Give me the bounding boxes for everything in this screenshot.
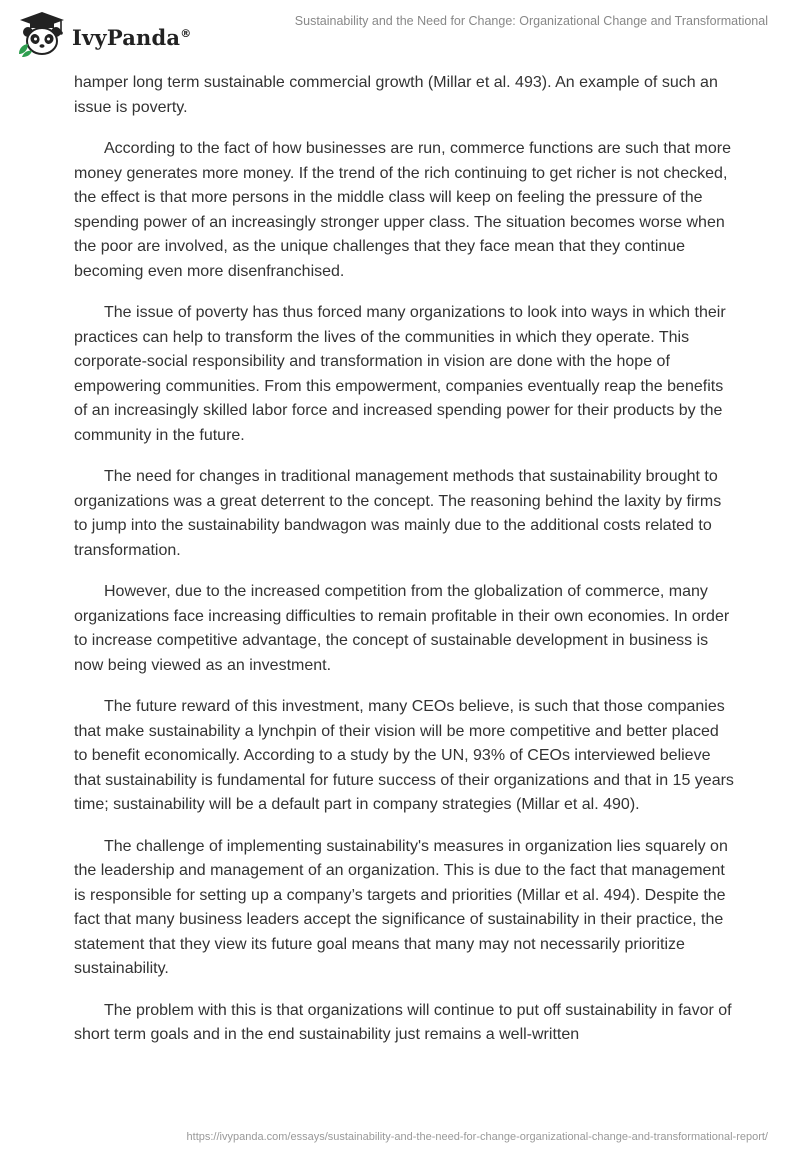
registered-mark: ® [180,26,192,40]
paragraph-2: According to the fact of how businesses are run, commerce functions are such that more money generates more money. If the trend of the rich continuing to get richer is not checked, the effect is that more persons in the middle class will keep on feeling the pressure of the spending power of an increasingly stronger upper class. The situation becomes worse when the poor are involved, as the unique challenges that they face mean that they continue becoming even more disenfranchised. [74,140,731,280]
paragraph-1: hamper long term sustainable commercial growth (Millar et al. 493). An example of such an issue is poverty. [74,74,718,116]
document-title: Sustainability and the Need for Change: Organizational Change and Transformational [294,14,768,28]
paragraph-7: The challenge of implementing sustainability's measures in organization lies squarely on the leadership and management of an organization. This is due to the fact that management is responsible for setting up a company’s targets and priorities (Millar et al. 494). Despite the fact that many business leaders accept the significance of sustainability in their practice, the statement that they view its future goal means that many may not necessarily prioritize sustainability. [74,837,728,977]
paragraph-8: The problem with this is that organizations will continue to put off sustainability in favor of short term goals and in the end sustainability just remains a well-written [74,1001,732,1043]
source-url-link[interactable]: https://ivypanda.com/essays/sustainability-and-the-need-for-change-organizational-change-and-transformational-report/ [186,1131,768,1143]
panda-graduate-icon [16,10,68,58]
essay-body [74,71,734,1065]
ivypanda-logo[interactable] [16,10,191,58]
paragraph-6: The future reward of this investment, many CEOs believe, is such that those companies that make sustainability a lynchpin of their vision will be more competitive and better placed to benefit economically. According to a study by the UN, 93% of CEOs interviewed believe that sustainability is fundamental for future success of their organizations and that in 15 years time; sustainability will be a default part in company strategies (Millar et al. 490). [74,698,734,813]
brand-text: IvyPanda [72,24,181,50]
paragraph-5: However, due to the increased competition from the globalization of commerce, many organizations face increasing difficulties to remain profitable in their own economies. In order to increase competitive advantage, the concept of sustainable development in business is now being viewed as an investment. [74,583,730,674]
page-header [0,0,800,70]
brand-name [72,25,191,50]
paragraph-4: The need for changes in traditional management methods that sustainability brought to organizations was a great deterrent to the concept. The reasoning behind the laxity by firms to jump into the sustainability bandwagon was mainly due to the additional costs related to transformation. [74,468,722,559]
paragraph-3: The issue of poverty has thus forced many organizations to look into ways in which their practices can help to transform the lives of the communities in which they operate. This corporate-social responsibility and transformation in vision are done with the hope of empowering communities. From this empowerment, companies eventually reap the benefits of an increasingly skilled labor force and increased spending power for their products by the community in the future. [74,304,726,444]
